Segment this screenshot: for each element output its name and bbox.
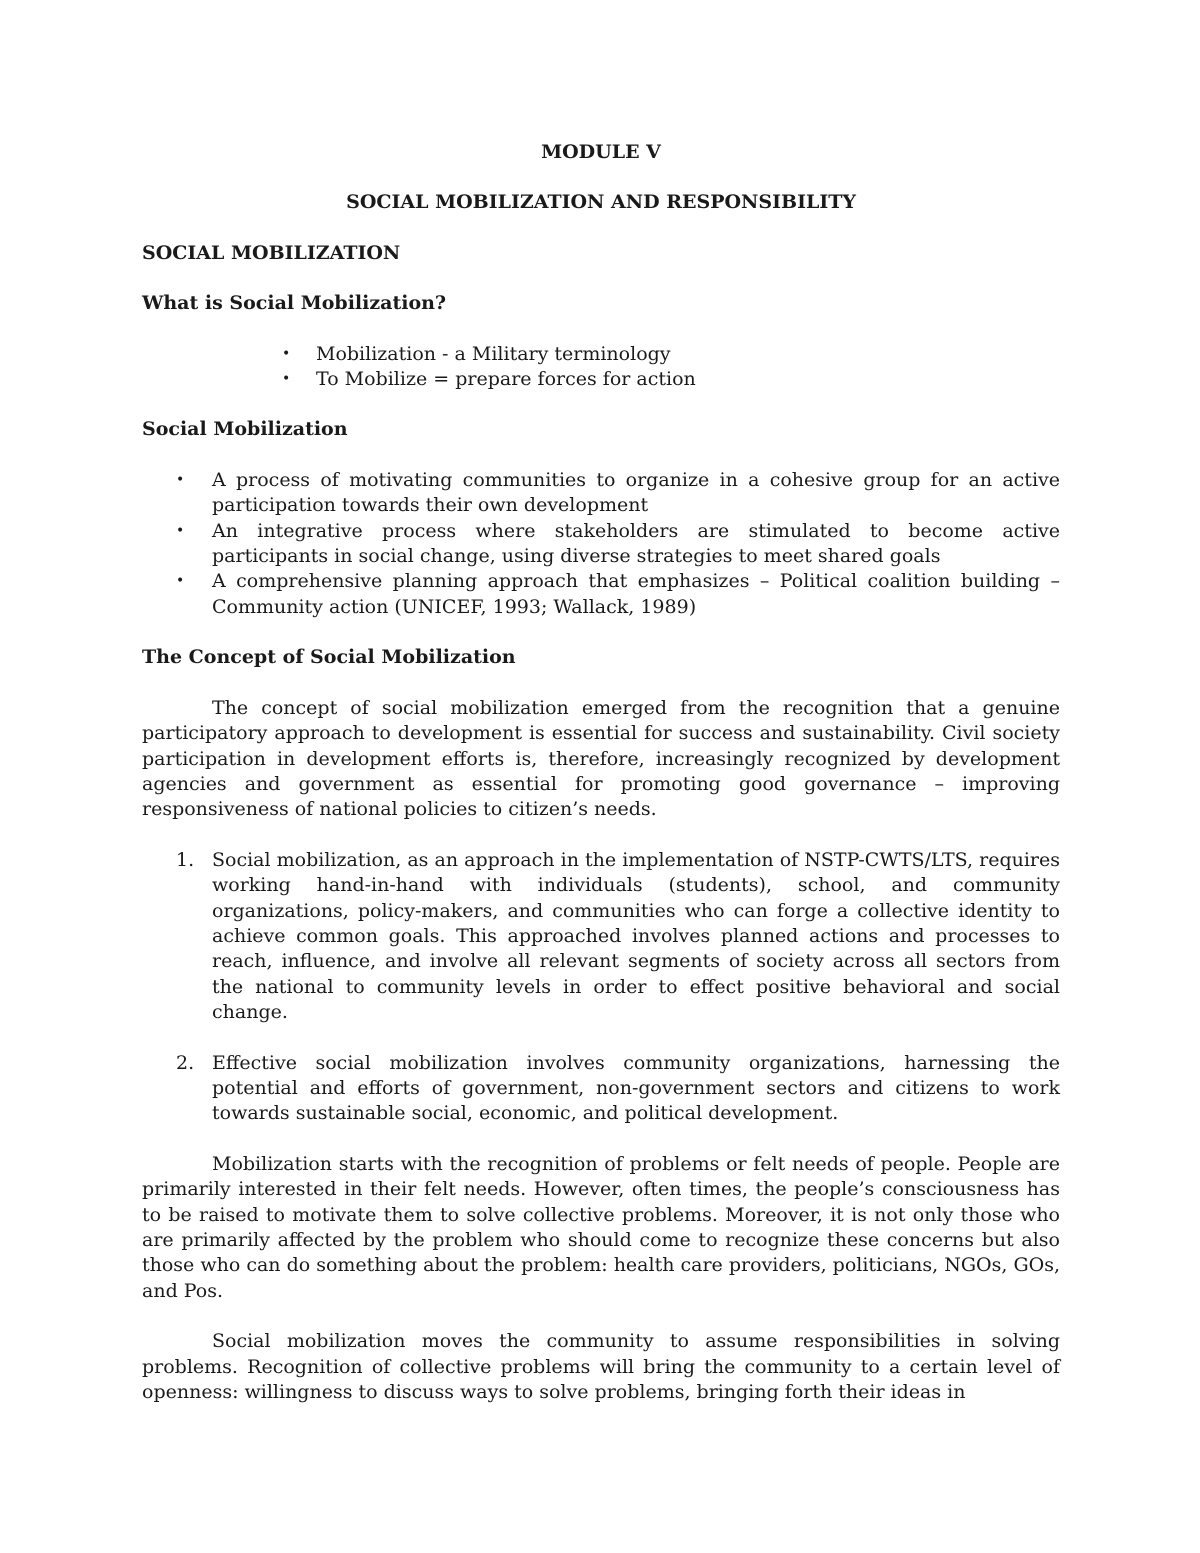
document-page — [142, 140, 1060, 1430]
numbered-item — [142, 1051, 1060, 1127]
list-item-text: To Mobilize = prepare forces for action — [316, 368, 696, 391]
list-item — [142, 468, 1060, 519]
list-item — [142, 519, 1060, 570]
bullet-icon: • — [176, 522, 185, 539]
section-heading: SOCIAL MOBILIZATION — [142, 241, 401, 264]
numbered-item — [142, 848, 1060, 1026]
list-item-text: A comprehensive planning approach that emphasizes – Political coalition building – Community action (UNICEF, 1993; Wallack, 1989) — [212, 570, 1060, 618]
numbered-item-text: Effective social mobilization involves community organizations, harnessing the potential and efforts of government, non-government sectors and citizens to work towards sustainable social, economic, and political development. — [212, 1051, 1060, 1125]
module-title: MODULE V — [541, 141, 661, 163]
numbered-list — [142, 848, 1060, 1127]
list-item — [142, 569, 1060, 620]
concept-heading: The Concept of Social Mobilization — [142, 646, 516, 669]
numbered-item-text: Social mobilization, as an approach in the implementation of NSTP-CWTS/LTS, requires working hand-in-hand with individuals (students), school, and community organizations, policy-makers, and communities who can forge a collective identity to achieve common goals. This approached involves planned actions and processes to reach, influence, and involve all relevant segments of society across all sectors from the national to community levels in order to effect positive behavioral and social change. — [212, 848, 1060, 1024]
bullet-icon: • — [282, 371, 291, 388]
definition-bullet-list — [142, 468, 1060, 620]
recognition-paragraph: Mobilization starts with the recognition of problems or felt needs of people. People are primarily interested in their felt needs. However, often times, the people’s consciousness has to be raised to motivate them to solve collective problems. Moreover, it is not only those who are primarily affected by the problem who should come to recognize these concerns but also those who can do something about the problem: health care providers, politicians, NGOs, GOs, and Pos. — [142, 1152, 1060, 1302]
item-number: 1. — [176, 848, 195, 871]
bullet-icon: • — [176, 573, 185, 590]
concept-paragraph: The concept of social mobilization emerged from the recognition that a genuine participatory approach to development is essential for success and sustainability. Civil society participation in development efforts is, therefore, increasingly recognized by development agencies and government as essential for promoting good governance – improving responsiveness of national policies to citizen’s needs. — [142, 696, 1060, 821]
main-title: SOCIAL MOBILIZATION AND RESPONSIBILITY — [346, 191, 856, 214]
list-item-text: Mobilization - a Military terminology — [316, 342, 671, 365]
question-bullet-list — [142, 342, 1060, 393]
responsibility-paragraph: Social mobilization moves the community to assume responsibilities in solving problems. Recognition of collective problems will bring the community to a certain level of openness: willingness to discuss ways to solve problems, bringing forth their ideas in — [142, 1330, 1060, 1404]
question-heading: What is Social Mobilization? — [142, 292, 447, 315]
item-number: 2. — [176, 1051, 195, 1074]
definition-heading: Social Mobilization — [142, 418, 348, 441]
list-item-text: A process of motivating communities to organize in a cohesive group for an active participation towards their own development — [212, 468, 1060, 517]
list-item — [142, 367, 1060, 392]
bullet-icon: • — [282, 345, 291, 362]
list-item-text: An integrative process where stakeholders are stimulated to become active participants in social change, using diverse strategies to meet shared goals — [212, 519, 1060, 568]
list-item — [142, 342, 1060, 367]
bullet-icon: • — [176, 471, 185, 488]
